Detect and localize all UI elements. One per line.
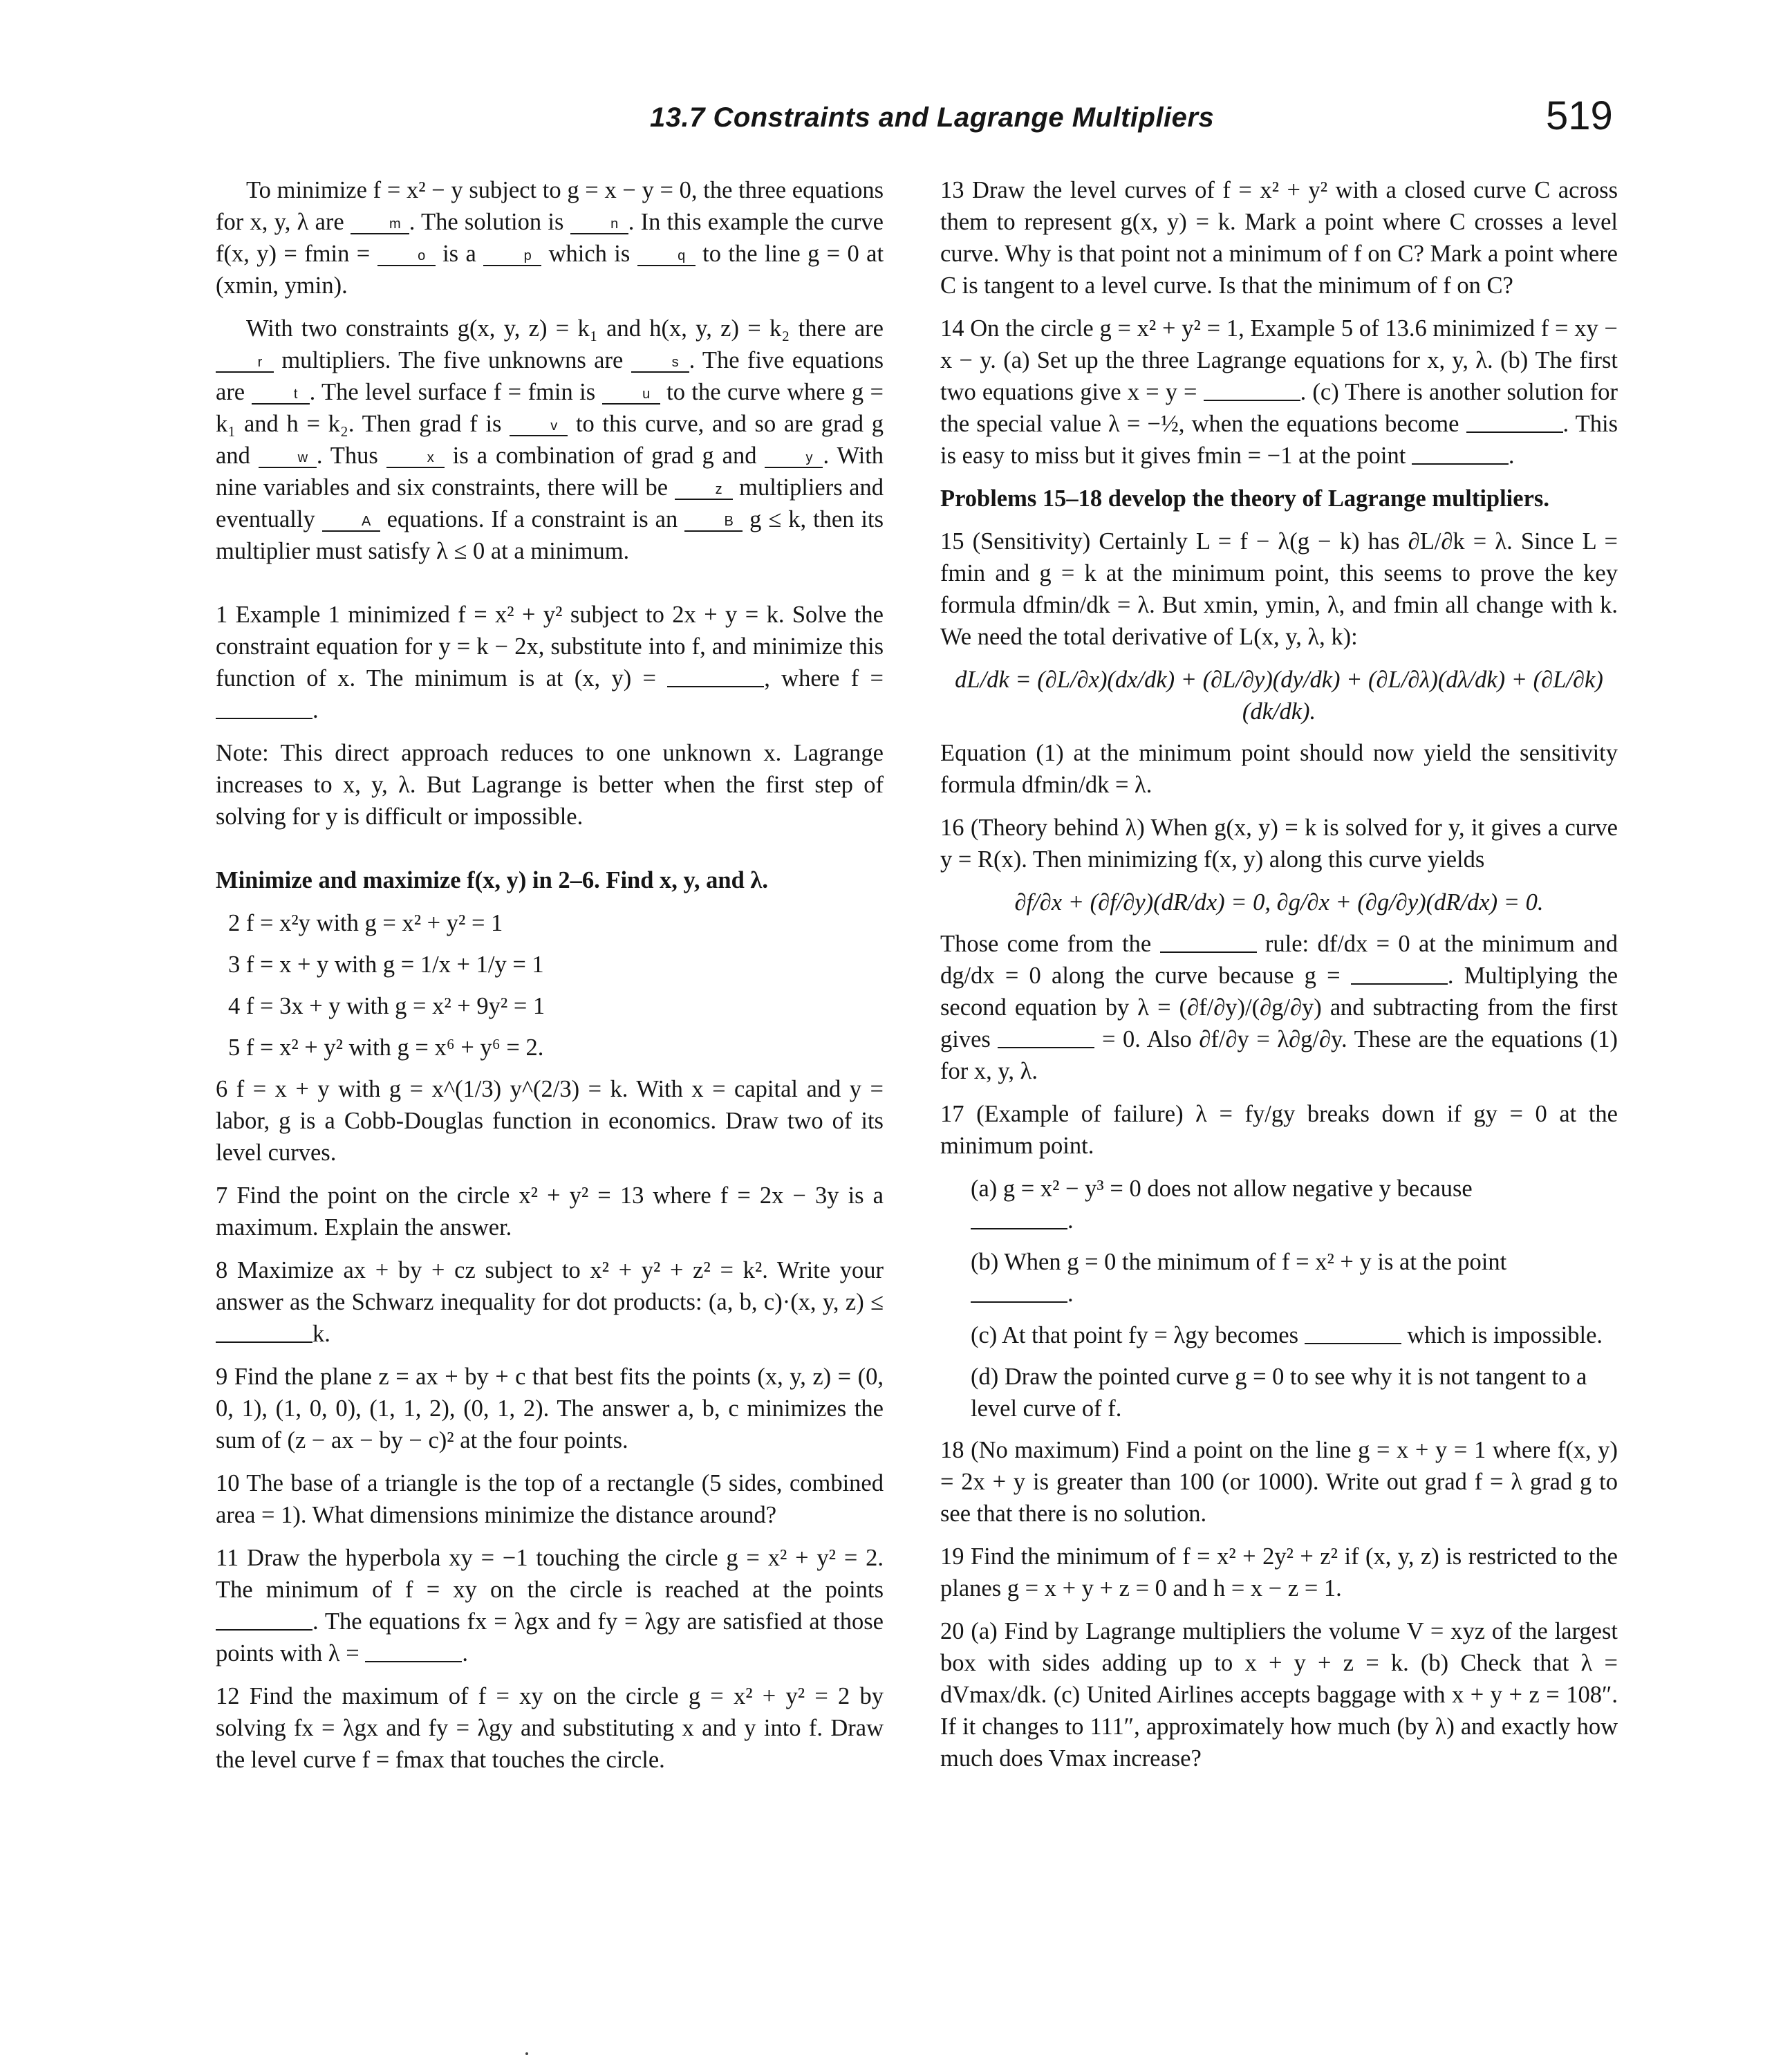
- answer-blank: [365, 1640, 462, 1662]
- blank-n: n: [570, 215, 628, 234]
- problem-13: 13 Draw the level curves of f = x² + y² with a closed curve C across them to represent g(x, y) = k. Mark a point where C crosses a level curve. Why is that point not a minimum of f on C? Mark a point where C is tangent to a level curve. Is that the minimum of f on C?: [940, 177, 1618, 299]
- problem-17b: (b) When g = 0 the minimum of f = x² + y is at the point .: [971, 1249, 1507, 1307]
- answer-blank: [1305, 1322, 1401, 1344]
- problem-1: 1 Example 1 minimized f = x² + y² subject to 2x + y = k. Solve the constraint equation for y = k − 2x, substitute into f, and minimize this function of x. The minimum is at (x, y) = , where f = .: [216, 602, 884, 723]
- problem-9: 9 Find the plane z = ax + by + c that best fits the points (x, y, z) = (0, 0, 1), (1, 0, 0), (1, 1, 2), (0, 1, 2). The answer a, b, c minimizes the sum of (z − ax − by − c)² at the four points.: [216, 1364, 884, 1454]
- blank-m: m: [351, 215, 409, 234]
- problem-5: 5 f = x² + y² with g = x⁶ + y⁶ = 2.: [228, 1034, 544, 1061]
- chain-rule-equations: ∂f/∂x + (∂f/∂y)(dR/dx) = 0, ∂g/∂x + (∂g/∂y)(dR/dx) = 0.: [1014, 889, 1544, 916]
- blank-q: q: [637, 247, 696, 266]
- problem-18: 18 (No maximum) Find a point on the line g = x + y = 1 where f(x, y) = 2x + y is greater than 100 (or 1000). Write out grad f = λ grad g to see that there is no solution.: [940, 1437, 1618, 1527]
- answer-blank: [1204, 379, 1300, 401]
- problem-17a: (a) g = x² − y³ = 0 does not allow negative y because .: [971, 1176, 1473, 1234]
- total-derivative-equation: dL/dk = (∂L/∂x)(dx/dk) + (∂L/∂y)(dy/dk) + (∂L/∂λ)(dλ/dk) + (∂L/∂k)(dk/dk).: [955, 667, 1603, 725]
- blank-v: v: [510, 417, 568, 436]
- problem-17c: (c) At that point fy = λgy becomes which is impossible.: [971, 1322, 1603, 1348]
- problem-2: 2 f = x²y with g = x² + y² = 1: [228, 910, 503, 936]
- blank-A: A: [322, 512, 380, 532]
- blank-t: t: [252, 385, 310, 405]
- problem-3: 3 f = x + y with g = 1/x + 1/y = 1: [228, 951, 544, 978]
- answer-blank: [667, 665, 764, 687]
- blank-z: z: [675, 481, 733, 500]
- answer-blank: [216, 1608, 312, 1631]
- problem-group-heading: Minimize and maximize f(x, y) in 2–6. Find x, y, and λ.: [216, 867, 768, 893]
- section-title: 13.7 Constraints and Lagrange Multipliers: [650, 102, 1215, 133]
- problem-16: 16 (Theory behind λ) When g(x, y) = k is solved for y, it gives a curve y = R(x). Then minimizing f(x, y) along this curve yields: [940, 815, 1618, 873]
- blank-u: u: [602, 385, 660, 405]
- problem-10: 10 The base of a triangle is the top of a rectangle (5 sides, combined area = 1). What dimensions minimize the distance around?: [216, 1470, 884, 1528]
- review-paragraph-2: With two constraints g(x, y, z) = k₁ and h(x, y, z) = k₂ there are r multipliers. The five unknowns are s . The five equations are t . The level surface f = fmin is u to the curve where g = k₁ and h = k₂. Then grad f is v to this curve, and so are grad g and w . Thus x is a combination of grad g and y . With nine variables and six constraints, there will be z multipliers and eventually A equations. If a constraint is an B g ≤ k, then its multiplier must satisfy λ ≤ 0 at a minimum.: [216, 315, 884, 564]
- problem-16-continuation: Those come from the rule: df/dx = 0 at the minimum and dg/dx = 0 along the curve because g = . Multiplying the second equation by λ = (∂f/∂y)/(∂g/∂y) and subtracting from the first gives = 0. Also ∂f/∂y = λ∂g/∂y. These are the equations (1) for x, y, λ.: [940, 931, 1618, 1084]
- problem-12: 12 Find the maximum of f = xy on the circle g = x² + y² = 2 by solving fx = λgx and fy = λgy and substituting x and y into f. Draw the level curve f = fmax that touches the circle.: [216, 1683, 884, 1773]
- problem-17d: (d) Draw the pointed curve g = 0 to see why it is not tangent to a level curve of f.: [971, 1364, 1587, 1422]
- answer-blank: [998, 1026, 1094, 1048]
- problem-15-conclusion: Equation (1) at the minimum point should now yield the sensitivity formula dfmin/dk = λ.: [940, 740, 1618, 798]
- answer-blank: [1160, 931, 1257, 953]
- blank-s: s: [631, 353, 689, 373]
- review-paragraph-1: To minimize f = x² − y subject to g = x − y = 0, the three equations for x, y, λ are m . The solution is n . In this example the curve f(x, y) = fmin = o is a p which is q to the line g = 0 at (xmin, ymin).: [216, 177, 884, 299]
- problem-20: 20 (a) Find by Lagrange multipliers the volume V = xyz of the largest box with sides adding up to x + y + z = k. (b) Check that λ = dVmax/dk. (c) United Airlines accepts baggage with x + y + z = 108″. If it changes to 111″, approximately how much (by λ) and exactly how much does Vmax increase?: [940, 1618, 1618, 1772]
- blank-w: w: [259, 449, 317, 468]
- blank-o: o: [377, 247, 436, 266]
- right-column: [940, 174, 1618, 1785]
- note-paragraph: Note: This direct approach reduces to one unknown x. Lagrange increases to x, y, λ. But Lagrange is better when the first step of solving for y is difficult or impossible.: [216, 740, 884, 830]
- problem-7: 7 Find the point on the circle x² + y² = 13 where f = 2x − 3y is a maximum. Explain the answer.: [216, 1182, 884, 1241]
- blank-x: x: [386, 449, 445, 468]
- answer-blank: [1351, 963, 1448, 985]
- blank-r: r: [216, 353, 274, 373]
- blank-B: B: [684, 512, 743, 532]
- left-column: [216, 174, 884, 1787]
- theory-heading: Problems 15–18 develop the theory of Lagrange multipliers.: [940, 485, 1549, 512]
- answer-blank: [1412, 443, 1509, 465]
- problem-11: 11 Draw the hyperbola xy = −1 touching the circle g = x² + y² = 2. The minimum of f = xy on the circle is reached at the points . The equations fx = λgx and fy = λgy are satisfied at those points with λ = .: [216, 1545, 884, 1666]
- problem-4: 4 f = 3x + y with g = x² + 9y² = 1: [228, 993, 545, 1019]
- problem-8: 8 Maximize ax + by + cz subject to x² + y² + z² = k². Write your answer as the Schwarz inequality for dot products: (a, b, c)·(x, y, z) ≤ k.: [216, 1257, 884, 1347]
- problem-17: 17 (Example of failure) λ = fy/gy breaks down if gy = 0 at the minimum point.: [940, 1101, 1618, 1159]
- answer-blank: [971, 1281, 1067, 1303]
- answer-blank: [1466, 411, 1563, 433]
- problem-6: 6 f = x + y with g = x^(1/3) y^(2/3) = k. With x = capital and y = labor, g is a Cobb-Douglas function in economics. Draw two of its level curves.: [216, 1076, 884, 1166]
- answer-blank: [971, 1207, 1067, 1229]
- blank-p: p: [483, 247, 541, 266]
- problem-14: 14 On the circle g = x² + y² = 1, Example 5 of 13.6 minimized f = xy − x − y. (a) Set up the three Lagrange equations for x, y, λ. (b) The first two equations give x = y = . (c) There is another solution for the special value λ = −½, when the equations become . This is easy to miss but it gives fmin = −1 at the point .: [940, 315, 1618, 469]
- page-number: 519: [1546, 93, 1613, 138]
- problem-19: 19 Find the minimum of f = x² + 2y² + z² if (x, y, z) is restricted to the planes g = x + y + z = 0 and h = x − z = 1.: [940, 1543, 1618, 1601]
- answer-blank: [216, 697, 312, 719]
- answer-blank: [216, 1321, 312, 1343]
- problem-15: 15 (Sensitivity) Certainly L = f − λ(g − k) has ∂L/∂k = λ. Since L = fmin and g = k at the minimum point, this seems to prove the key formula dfmin/dk = λ. But xmin, ymin, λ, and fmin all change with k. We need the total derivative of L(x, y, λ, k):: [940, 528, 1618, 650]
- blank-y: y: [765, 449, 823, 468]
- page-mark: [525, 2052, 528, 2055]
